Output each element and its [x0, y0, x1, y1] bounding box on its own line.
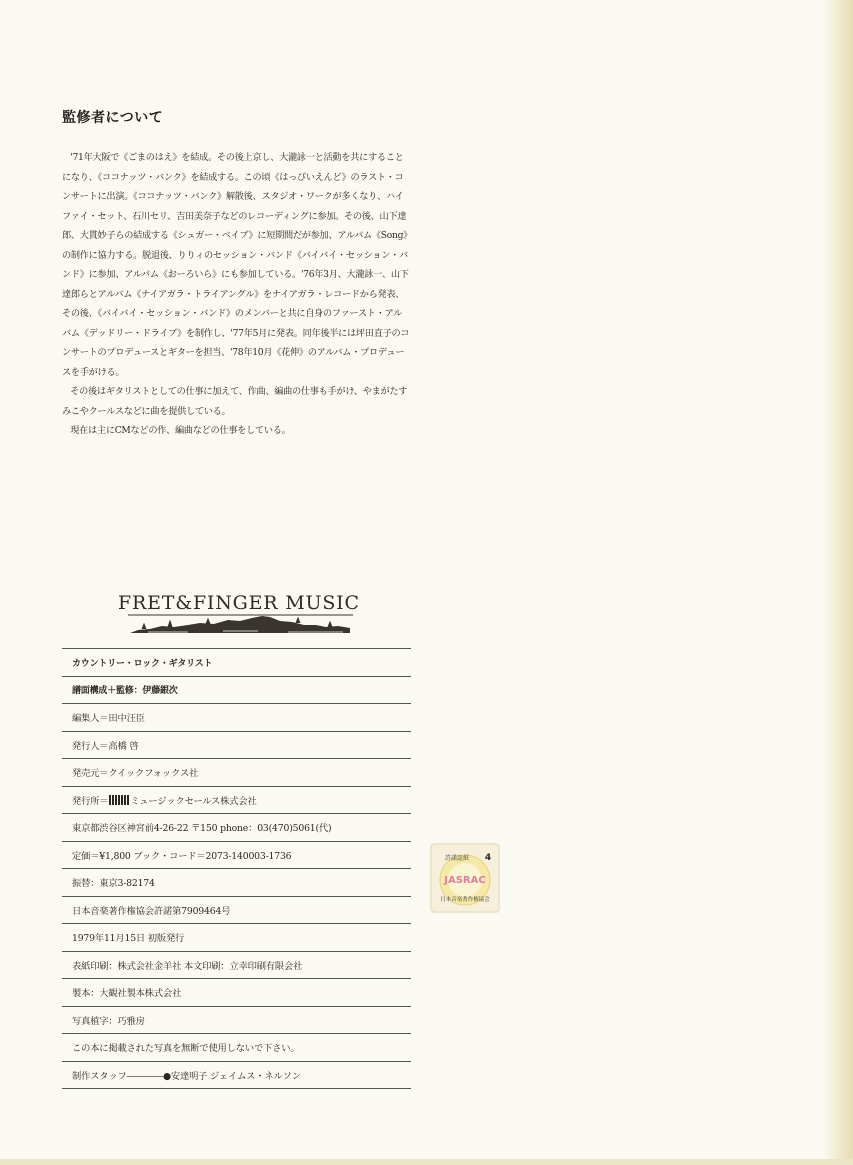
page-edge-shadow	[823, 0, 853, 1165]
publisher-address: 東京都渋谷区神宮前4-26-22 〒150 phone：03(470)5061(代)	[62, 814, 411, 842]
publisher-name: ミュージックセールス株式会社	[130, 795, 257, 807]
typesetting-credit: 写真植字：巧雅房	[62, 1007, 411, 1035]
landscape-silhouette-icon	[128, 613, 353, 635]
jasrac-seal-icon	[430, 843, 500, 913]
publication-date: 1979年11月15日 初版発行	[62, 924, 411, 952]
publisher-credit	[62, 787, 411, 815]
page-bottom-edge	[0, 1159, 853, 1165]
seal-number: 4	[484, 853, 492, 863]
price-and-book-code: 定価＝¥1,800 ブック・コード＝2073-140003-1736	[62, 842, 411, 870]
section-heading: 監修者について	[62, 110, 164, 126]
transfer-account: 振替：東京3-82174	[62, 869, 411, 897]
distributor-credit: 発売元＝クイックフォックス社	[62, 759, 411, 787]
book-title: カウントリー・ロック・ギタリスト	[62, 649, 411, 677]
editor-credit: 編集人＝田中汪臣	[62, 704, 411, 732]
photo-notice: この本に掲載された写真を無断で使用しないで下さい。	[62, 1034, 411, 1062]
publisher-person-credit: 発行人＝高橋 啓	[62, 732, 411, 760]
production-staff: 制作スタッフ――――●安達明子 ジェイムス・ネルソン	[62, 1062, 411, 1090]
bio-paragraph: その後はギタリストとしての仕事に加えて、作曲、編曲の仕事も手がけ、やまがたすみこやクールスなどに曲を提供している。	[62, 386, 408, 417]
seal-bottom-text: 日本音楽著作権協会	[440, 897, 490, 903]
seal-jasrac-text: JASRAC	[444, 875, 486, 886]
bio-paragraph: '71年大阪で《ごまのはえ》を結成。その後上京し、大瀧詠一と活動を共にすることになり、《ココナッツ・バンク》を結成する。この頃《はっぴいえんど》のラスト・コンサートに出演。《ココナッツ・バンク》解散後、スタジオ・ワークが多くなり、ハイファイ・セット、石川セリ、吉田美奈子などのレコーディングに参加。その後、山下達郎、大貫妙子らの結成する《シュガー・ベイブ》に短期間だが参加、アルバム《Song》の制作に協力する。脱退後、りりィのセッション・バンド《バイバイ・セッション・バンド》に参加、アルバム《おーろいら》にも参加している。'76年3月、大瀧詠一、山下達郎らとアルバム《ナイアガラ・トライアングル》をナイアガラ・レコードから発表、その後、《バイバイ・セッション・バンド》のメンバーと共に自身のファースト・アルバム《デッドリー・ドライブ》を制作し、'77年5月に発表。同年後半には坪田直子のコンサートのプロデュースとギターを担当、'78年10月《花伸》のアルバム・プロデュースを手がける。	[62, 152, 410, 378]
jasrac-permit-number: 日本音楽著作権協会許諾第7909464号	[62, 897, 411, 925]
jasrac-seal	[430, 843, 500, 913]
fret-finger-music-logo	[118, 591, 368, 639]
bio-paragraph: 現在は主にCMなどの作、編曲などの仕事をしている。	[70, 425, 291, 436]
music-sales-logo-icon	[109, 795, 129, 805]
printing-credit: 表紙印刷：株式会社金羊社 本文印刷：立幸印刷有限会社	[62, 952, 411, 980]
supervisor-credit: 譜面構成＋監修：伊藤銀次	[62, 677, 411, 705]
logo-wordmark: FRET&FINGER MUSIC	[118, 592, 360, 614]
colophon-table	[62, 648, 411, 1089]
binding-credit: 製本：大観社製本株式会社	[62, 979, 411, 1007]
supervisor-biography	[62, 148, 410, 441]
publisher-label: 発行所＝	[72, 795, 109, 807]
seal-top-text: 許諾証紙	[444, 855, 470, 862]
